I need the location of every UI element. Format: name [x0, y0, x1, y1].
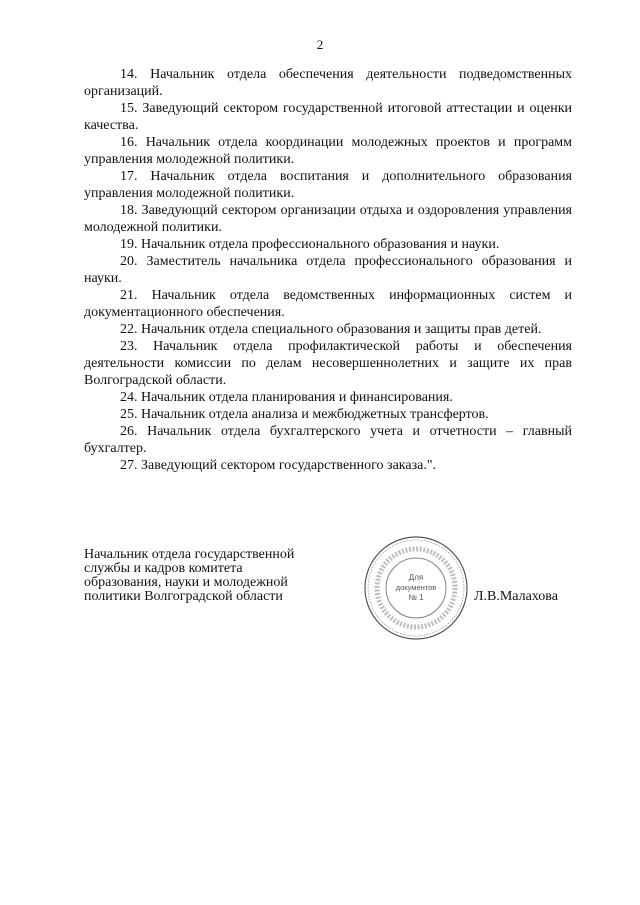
list-item: 22. Начальник отдела специального образования и защиты прав детей. [120, 322, 542, 337]
signer-position-line: образования, науки и молодежной [84, 575, 288, 590]
list-item: 27. Заведующий сектором государственного заказа.". [120, 458, 437, 473]
official-seal [362, 534, 470, 642]
list-item: 21. Начальник отдела ведомственных информационных систем и документационного обеспечения. [84, 288, 572, 320]
list-item: 23. Начальник отдела профилактической работы и обеспечения деятельности комиссии по делам несовершеннолетних и защите их прав Волгоградской области. [84, 339, 572, 388]
seal-text-line: документов [395, 583, 437, 592]
list-item: 18. Заведующий сектором организации отдыха и оздоровления управления молодежной политики. [84, 203, 572, 235]
signer-position-line: Начальник отдела государственной [84, 547, 295, 562]
list-item: 17. Начальник отдела воспитания и дополнительного образования управления молодежной политики. [84, 169, 572, 201]
list-item: 25. Начальник отдела анализа и межбюджетных трансфертов. [120, 407, 489, 422]
list-item: 16. Начальник отдела координации молодежных проектов и программ управления молодежной политики. [84, 135, 572, 167]
list-item: 20. Заместитель начальника отдела профессионального образования и науки. [84, 254, 572, 286]
signer-name: Л.В.Малахова [474, 589, 558, 604]
list-item: 15. Заведующий сектором государственной итоговой аттестации и оценки качества. [84, 101, 572, 133]
list-item: 26. Начальник отдела бухгалтерского учета и отчетности – главный бухгалтер. [84, 424, 572, 456]
position-list [84, 66, 572, 474]
signer-position [84, 548, 314, 604]
signer-position-line: политики Волгоградской области [84, 589, 283, 604]
list-item: 24. Начальник отдела планирования и финансирования. [120, 390, 453, 405]
list-item: 14. Начальник отдела обеспечения деятельности подведомственных организаций. [84, 67, 572, 99]
list-item: 19. Начальник отдела профессионального образования и науки. [120, 237, 500, 252]
seal-text-line: Для [408, 573, 424, 582]
signer-position-line: службы и кадров комитета [84, 561, 243, 576]
page-number: 2 [316, 37, 324, 52]
seal-text-line: № 1 [408, 593, 424, 602]
